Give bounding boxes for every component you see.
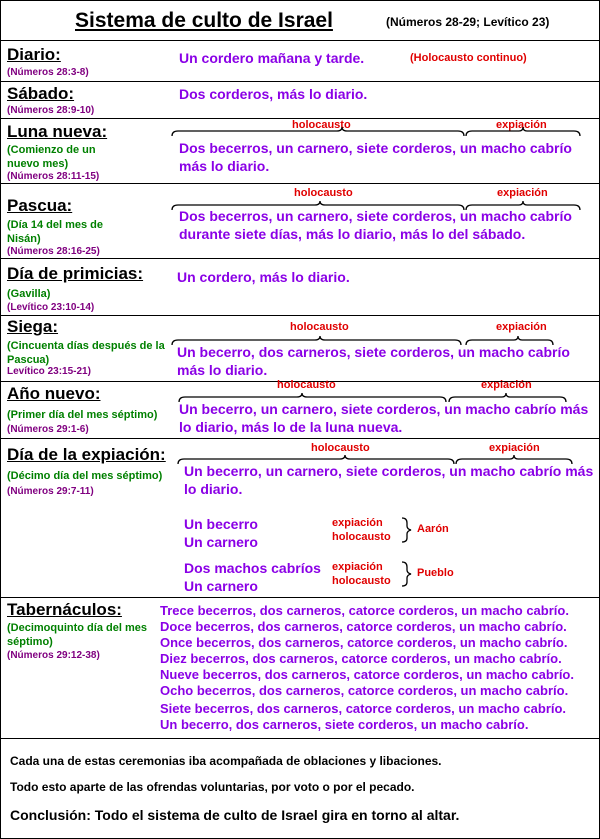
pueblo-who: Pueblo	[417, 567, 454, 579]
section-expiacion-text: Un becerro, un carnero, siete corderos, un macho cabrío más lo diario.	[184, 463, 594, 497]
tabernaculos-line: Trece becerros, dos carneros, catorce corderos, un macho cabrío.	[160, 603, 569, 618]
tabernaculos-line: Un becerro, dos carneros, siete corderos, un macho cabrío.	[160, 717, 529, 732]
section-siega-subtitle: (Cincuenta días después de la Pascua)	[7, 340, 165, 366]
section-expiacion-ref: (Números 29:7-11)	[7, 486, 94, 497]
section-sabado-name: Sábado:	[7, 84, 75, 103]
section-tabernaculos-name: Tabernáculos:	[7, 600, 122, 619]
section-expiacion-subtitle: (Décimo día del mes séptimo)	[7, 470, 163, 482]
section-siega-name: Siega:	[7, 317, 59, 336]
section-luna-subtitle: (Comienzo de un nuevo mes)	[7, 144, 96, 170]
pueblo-line-1: Dos machos cabríos	[184, 560, 321, 576]
label-expiacion: expiación	[496, 321, 547, 333]
divider	[0, 438, 600, 439]
section-siega-text: Un becerro, dos carneros, siete corderos, un macho cabrío más lo diario.	[177, 344, 570, 378]
divider	[0, 183, 600, 184]
section-sabado-ref: (Números 28:9-10)	[7, 105, 95, 116]
divider	[0, 81, 600, 82]
section-primicias-subtitle: (Gavilla)	[7, 288, 51, 300]
section-tabernaculos-subtitle: (Decimoquinto día del mes séptimo)	[7, 622, 147, 648]
aaron-line-1: Un becerro	[184, 516, 258, 532]
section-luna-name: Luna nueva:	[7, 122, 108, 141]
section-luna-text: Dos becerros, un carnero, siete corderos, un macho cabrío más lo diario.	[179, 140, 572, 174]
page-title: Sistema de culto de Israel	[75, 9, 333, 32]
label-holocausto: holocausto	[311, 442, 370, 454]
section-primicias-ref: (Levítico 23:10-14)	[7, 302, 95, 313]
label-holocausto: holocausto	[294, 187, 353, 199]
label-expiacion: expiación	[496, 119, 547, 131]
divider	[0, 258, 600, 259]
tabernaculos-line: Diez becerros, dos carneros, catorce corderos, un macho cabrío.	[160, 651, 562, 666]
section-nuevo-ref: (Números 29:1-6)	[7, 424, 89, 435]
divider	[0, 40, 600, 41]
conclusion: Conclusión: Todo el sistema de culto de Israel gira en torno al altar.	[10, 807, 460, 823]
label-holocausto: holocausto	[277, 379, 336, 391]
divider	[0, 597, 600, 598]
tabernaculos-line: Once becerros, dos carneros, catorce corderos, un macho cabrío.	[160, 635, 568, 650]
tabernaculos-line: Ocho becerros, dos carneros, catorce corderos, un macho cabrío.	[160, 683, 569, 698]
section-nuevo-name: Año nuevo:	[7, 384, 101, 403]
label-holocausto: holocausto	[290, 321, 349, 333]
section-pascua-ref: (Números 28:16-25)	[7, 246, 100, 257]
label-holocausto: holocausto	[292, 119, 351, 131]
section-diario-name: Diario:	[7, 45, 61, 64]
tabernaculos-line: Doce becerros, dos carneros, catorce corderos, un macho cabrío.	[160, 619, 567, 634]
section-expiacion-name: Día de la expiación:	[7, 445, 166, 464]
section-primicias-text: Un cordero, más lo diario.	[177, 269, 350, 285]
aaron-label-2: holocausto	[332, 531, 391, 543]
label-expiacion: expiación	[489, 442, 540, 454]
section-nuevo-subtitle: (Primer día del mes séptimo)	[7, 409, 158, 421]
section-pascua-subtitle: (Día 14 del mes de Nisán)	[7, 219, 103, 245]
title-references: (Números 28-29; Levítico 23)	[386, 15, 550, 29]
section-primicias-name: Día de primicias:	[7, 264, 144, 283]
label-expiacion: expiación	[481, 379, 532, 391]
aaron-label-1: expiación	[332, 517, 383, 529]
pueblo-line-2: Un carnero	[184, 578, 258, 594]
pueblo-label-1: expiación	[332, 561, 383, 573]
section-diario-ref: (Números 28:3-8)	[7, 67, 89, 78]
section-pascua-text: Dos becerros, un carnero, siete corderos, un macho cabrío durante siete días, más lo diario, más lo del sábado.	[179, 208, 572, 242]
footer-line-1: Cada una de estas ceremonias iba acompañada de oblaciones y libaciones.	[10, 754, 442, 768]
section-diario-note: (Holocausto continuo)	[410, 52, 527, 64]
section-luna-ref: (Números 28:11-15)	[7, 171, 100, 182]
divider	[0, 738, 600, 739]
section-pascua-name: Pascua:	[7, 196, 73, 215]
section-sabado-text: Dos corderos, más lo diario.	[179, 86, 368, 102]
tabernaculos-line: Nueve becerros, dos carneros, catorce corderos, un macho cabrío.	[160, 667, 574, 682]
tabernaculos-line: Siete becerros, dos carneros, catorce corderos, un macho cabrío.	[160, 701, 567, 716]
aaron-who: Aarón	[417, 523, 449, 535]
section-diario-text: Un cordero mañana y tarde.	[179, 50, 365, 66]
divider	[0, 315, 600, 316]
pueblo-label-2: holocausto	[332, 575, 391, 587]
section-tabernaculos-ref: (Números 29:12-38)	[7, 650, 100, 661]
aaron-line-2: Un carnero	[184, 534, 258, 550]
section-nuevo-text: Un becerro, un carnero, siete corderos, un macho cabrío más lo diario, más lo de la luna nueva.	[179, 401, 589, 435]
label-expiacion: expiación	[497, 187, 548, 199]
section-siega-ref: Levítico 23:15-21)	[7, 366, 91, 377]
footer-line-2: Todo esto aparte de las ofrendas voluntarias, por voto o por el pecado.	[10, 780, 415, 794]
